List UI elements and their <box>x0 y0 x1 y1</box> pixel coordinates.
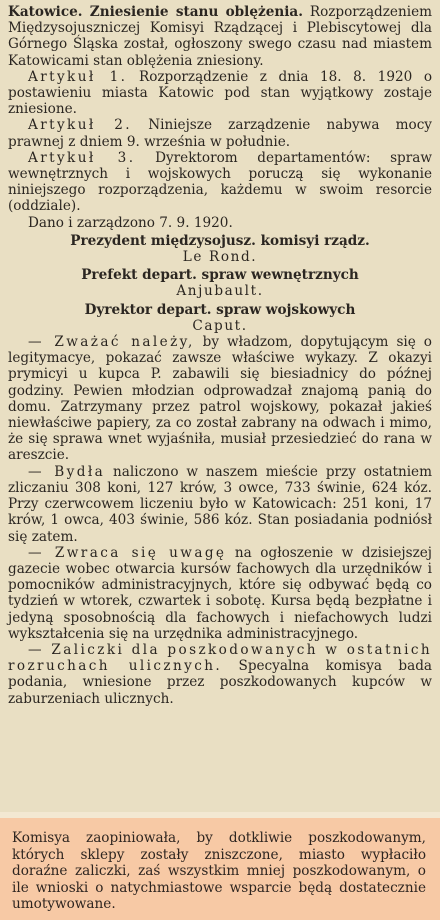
paragraph-lead: — Zaliczki dla poszkodowanych w ostatnich rozruchach ulicznych. <box>8 641 432 675</box>
article-1 <box>8 69 432 118</box>
clipping-text: Komisya zaopiniowała, by dotkliwie poszkodowanym, których sklepy zostały zniszczone, miasto wypłaciło doraźne zaliczki, zaś wszystkim mniej poszkodowanym, o ile wnioski o natychmiastowe wsparcie będą dostatecznie umotywowane. <box>12 830 426 913</box>
article-1-text: Rozporządzenie z dnia 18. 8. 1920 o postawieniu miasta Katowic pod stan wyjątkowy zostaje zniesione. <box>8 68 433 118</box>
article-1-heading: Artykuł 1. <box>28 68 128 85</box>
article-3-heading: Artykuł 3. <box>28 149 136 166</box>
paragraph-text: na ogłoszenie w dzisiejszej gazecie wobec otwarcia kursów fachowych dla urzędników i pomocników administracyjnych, które się odbywać będą co tydzień w wtorek, czwartek i sobotę. Kursa będą bezpłatne i jedyną sposobnością dla fachowych i niefachowych ludzi wykształcenia się na urzędnika administracyjnego. <box>8 544 432 642</box>
signature-3-title: Dyrektor depart. spraw wojskowych <box>84 301 356 318</box>
signature-1-name: Le Rond. <box>182 249 258 266</box>
paragraph-katowice <box>8 4 432 69</box>
highlighted-clipping <box>0 818 440 920</box>
paragraph-zaliczki <box>8 642 432 707</box>
paragraph-text: Rozporządzeniem Międzysojuszniczej Komisyi Rządzącej i Plebiscytowej dla Górnego Śląska został, ogłoszony swego czasu nad miastem Katowicami stan oblężenia zniesiony. <box>8 4 433 69</box>
article-2-heading: Artykuł 2. <box>28 117 133 134</box>
paragraph-legitymacye <box>8 334 432 464</box>
paragraph-text: Specyalna komisya bada podania, wniesione przez poszkodowanych kupców w zaburzeniach ulicznych. <box>8 658 432 707</box>
paragraph-kursy <box>8 545 432 642</box>
article-3 <box>8 150 432 215</box>
signature-2-title: Prefekt depart. spraw wewnętrznych <box>81 267 359 284</box>
signature-1-title: Prezydent międzysojusz. komisyi rządz. <box>70 232 370 249</box>
paragraph-lead: — Zwraca się uwagę <box>28 544 227 561</box>
signature-2-name: Anjubault. <box>176 283 264 300</box>
paragraph-text: by władzom, dopytującym się o legitymacye, pokazać zawsze właściwe wykazy. Z okazyi prymicyi u kupca P. zabawili się biesiadnicy do późnej godziny. Pewien młodzian odprowadzał znajomą panią do domu. Zatrzymany przez patrol wojskowy, pokazał jakieś niewłaściwe papiery, za co został zabrany na odwach i mimo, że się sprawa wnet wyjaśniła, musiał przesiedzieć do rana w areszcie. <box>8 334 432 464</box>
paragraph-text: naliczono w naszem mieście przy ostatniem zliczaniu 308 koni, 127 krów, 3 owce, 733 świnie, 624 kóz. Przy czerwcowem liczeniu było w Katowicach: 251 koni, 17 krów, 1 owca, 403 świnie, 586 kóz. Stan posiadania podniósł się zatem. <box>8 463 432 545</box>
paragraph-lead: Katowice. Zniesienie stanu oblężenia. <box>8 4 303 20</box>
paragraph-lead: — Bydła <box>28 463 106 480</box>
article-2 <box>8 117 432 149</box>
signature-3-name: Caput. <box>192 317 248 334</box>
dated-line: Dano i zarządzono 7. 9. 1920. <box>28 214 233 231</box>
paragraph-lead: — Zważać należy, <box>28 334 195 351</box>
paragraph-bydlo <box>8 464 432 545</box>
article-2-text: Niniejsze zarządzenie nabywa mocy prawnej z dniem 9. września w południe. <box>8 117 432 150</box>
article-3-text: Dyrektorom departamentów: spraw wewnętrznych i wojskowych poruczą się wykonanie niniejszego rozporządzenia, każdemu w swoim resorcie (oddziale). <box>8 149 432 215</box>
